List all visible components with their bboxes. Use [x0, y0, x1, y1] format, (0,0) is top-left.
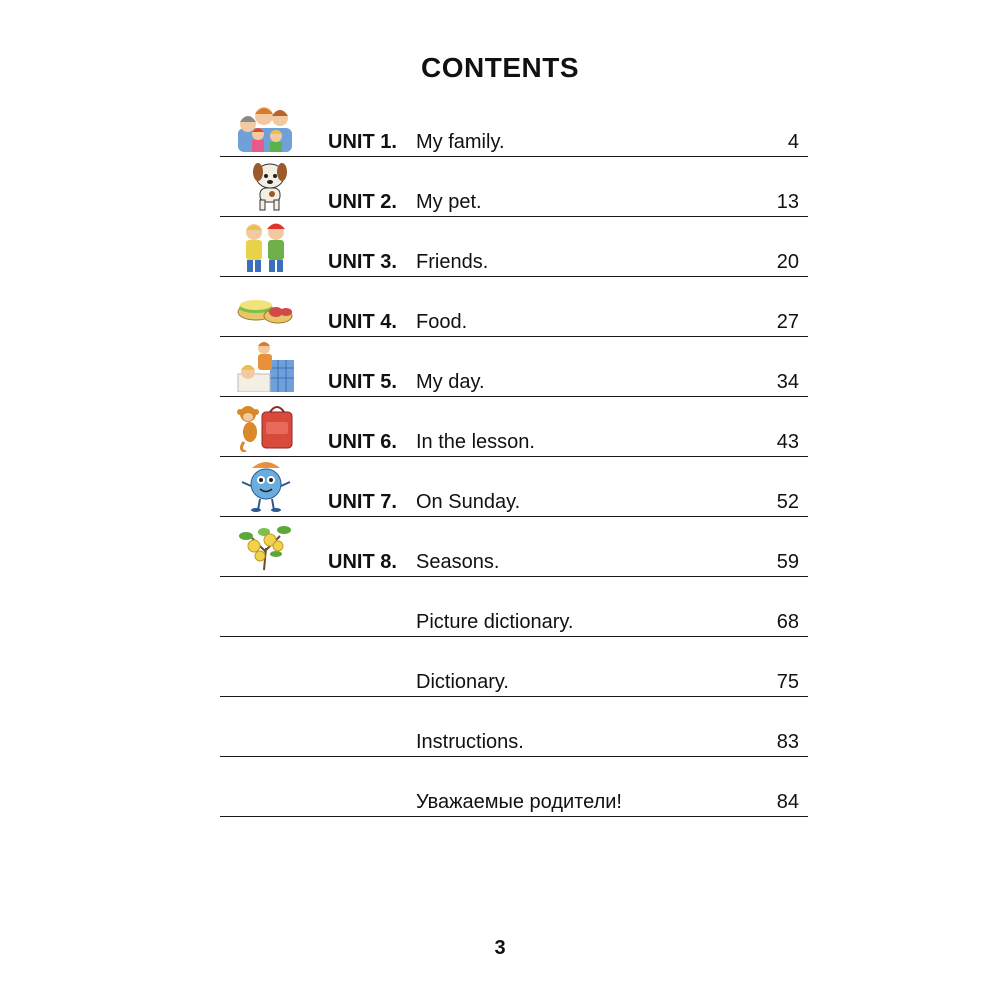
page-ref: 75 [776, 671, 799, 693]
monkey-schoolbag-illustration-icon [234, 398, 296, 452]
page-ref: 52 [776, 491, 799, 513]
dog-illustration-icon [234, 158, 296, 212]
friends-illustration-icon [234, 218, 296, 272]
section-title: Уважаемые родители! [416, 791, 622, 813]
unit-title: My family. [416, 131, 505, 153]
toc-row-instructions[interactable] [220, 697, 808, 757]
toc-row-unit-4[interactable] [220, 277, 808, 337]
page-ref: 4 [787, 131, 799, 153]
sandwich-illustration-icon [234, 278, 296, 332]
unit-title: On Sunday. [416, 491, 521, 513]
unit-label: UNIT 5. [328, 371, 397, 393]
toc-row-unit-1[interactable] [220, 97, 808, 157]
table-of-contents [220, 97, 808, 817]
unit-label: UNIT 8. [328, 551, 397, 573]
section-title: Instructions. [416, 731, 524, 753]
page-number: 3 [494, 937, 506, 959]
toc-row-dictionary[interactable] [220, 637, 808, 697]
page-ref: 84 [776, 791, 799, 813]
toc-row-parents[interactable] [220, 757, 808, 817]
unit-title: My pet. [416, 191, 482, 213]
page-ref: 20 [776, 251, 799, 273]
toc-row-unit-2[interactable] [220, 157, 808, 217]
unit-title: My day. [416, 371, 485, 393]
unit-title: Food. [416, 311, 468, 333]
page-ref: 68 [776, 611, 799, 633]
unit-label: UNIT 2. [328, 191, 397, 213]
unit-label: UNIT 7. [328, 491, 397, 513]
toc-row-unit-6[interactable] [220, 397, 808, 457]
page-ref: 59 [776, 551, 799, 573]
ball-character-illustration-icon [234, 458, 296, 512]
toc-row-unit-8[interactable] [220, 517, 808, 577]
section-title: Dictionary. [416, 671, 509, 693]
page-ref: 13 [776, 191, 799, 213]
unit-label: UNIT 3. [328, 251, 397, 273]
unit-title: In the lesson. [416, 431, 535, 453]
unit-label: UNIT 4. [328, 311, 397, 333]
unit-title: Seasons. [416, 551, 500, 573]
toc-row-unit-5[interactable] [220, 337, 808, 397]
page-ref: 43 [776, 431, 799, 453]
toc-row-unit-7[interactable] [220, 457, 808, 517]
page-ref: 83 [776, 731, 799, 753]
page-ref: 27 [776, 311, 799, 333]
page-title: CONTENTS [421, 52, 579, 83]
section-title: Picture dictionary. [416, 611, 574, 633]
family-illustration-icon [234, 98, 296, 152]
unit-label: UNIT 6. [328, 431, 397, 453]
page-ref: 34 [776, 371, 799, 393]
apple-branch-illustration-icon [234, 518, 296, 572]
morning-illustration-icon [234, 338, 296, 392]
toc-row-picture-dictionary[interactable] [220, 577, 808, 637]
unit-title: Friends. [416, 251, 489, 273]
toc-row-unit-3[interactable] [220, 217, 808, 277]
unit-label: UNIT 1. [328, 131, 397, 153]
